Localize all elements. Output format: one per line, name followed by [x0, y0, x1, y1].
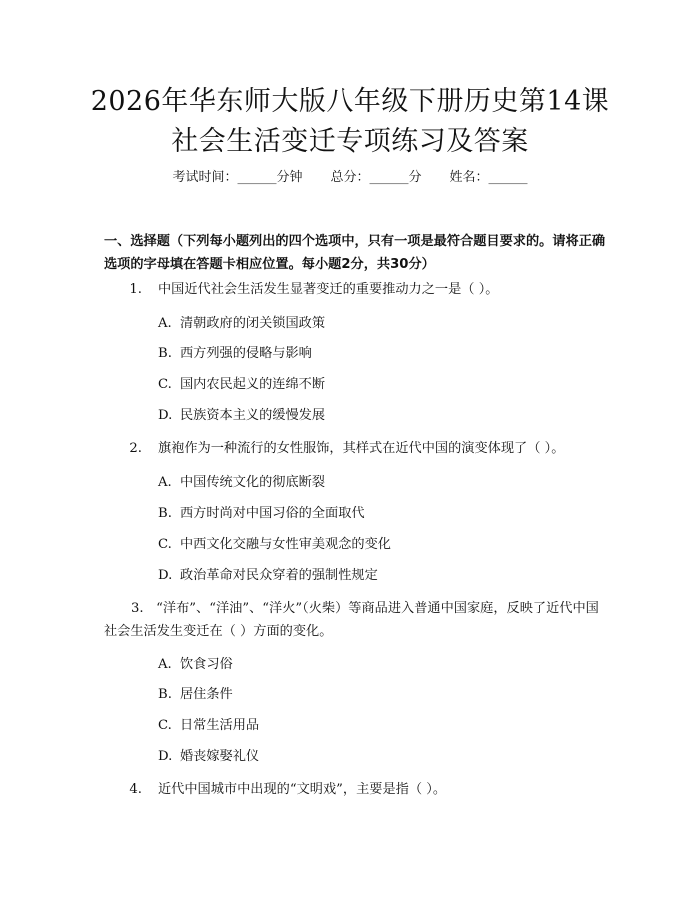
question-1-option-d: D. 民族资本主义的缓慢发展: [158, 408, 326, 423]
question-text: 旗袍作为一种流行的女性服饰，其样式在近代中国的演变体现了（ ）。: [158, 441, 565, 456]
question-2-option-c: C. 中西文化交融与女性审美观念的变化: [158, 537, 391, 552]
question-1-option-c: C. 国内农民起义的连绵不断: [158, 377, 326, 392]
question-4: [104, 778, 604, 801]
question-3-option-a: A. 饮食习俗: [158, 657, 233, 672]
exam-meta: [0, 168, 700, 188]
question-3-option-d: D. 婚丧嫁娶礼仪: [158, 749, 260, 764]
exam-total-score: 总分：______分: [330, 170, 422, 185]
document-title: [40, 82, 660, 162]
question-text: 中国近代社会生活发生显著变迁的重要推动力之一是（ ）。: [158, 282, 499, 297]
exam-time: 考试时间：______分钟: [172, 170, 303, 185]
title-line-2: 社会生活变迁专项练习及答案: [171, 126, 529, 157]
question-1: [104, 278, 604, 301]
question-text: 近代中国城市中出现的“文明戏”，主要是指（ ）。: [158, 782, 447, 797]
question-3-option-c: C. 日常生活用品: [158, 718, 260, 733]
question-2-option-b: B. 西方时尚对中国习俗的全面取代: [158, 506, 365, 521]
question-number: 2.: [129, 441, 142, 456]
question-number: 1.: [129, 282, 142, 297]
question-2-option-a: A. 中国传统文化的彻底断裂: [158, 475, 326, 490]
question-text: “洋布”、“洋油”、“洋火”（火柴）等商品进入普通中国家庭，反映了近代中国社会生活发生变迁在（ ）方面的变化。: [104, 601, 599, 639]
section-heading: 一、选择题（下列每小题列出的四个选项中，只有一项是最符合题目要求的。请将正确选项的字母填在答题卡相应位置。每小题2分，共30分）: [104, 234, 606, 272]
question-2-option-d: D. 政治革命对民众穿着的强制性规定: [158, 568, 378, 583]
question-3-option-b: B. 居住条件: [158, 687, 233, 702]
question-number: 4.: [129, 782, 142, 797]
exam-name: 姓名：______: [449, 170, 528, 185]
question-1-option-a: A. 清朝政府的闭关锁国政策: [158, 316, 326, 331]
question-1-option-b: B. 西方列强的侵略与影响: [158, 346, 312, 361]
title-line-1: 2026年华东师大版八年级下册历史第14课: [90, 86, 610, 117]
question-2: [104, 437, 604, 460]
question-number: 3.: [131, 601, 144, 616]
question-3: [104, 597, 604, 643]
